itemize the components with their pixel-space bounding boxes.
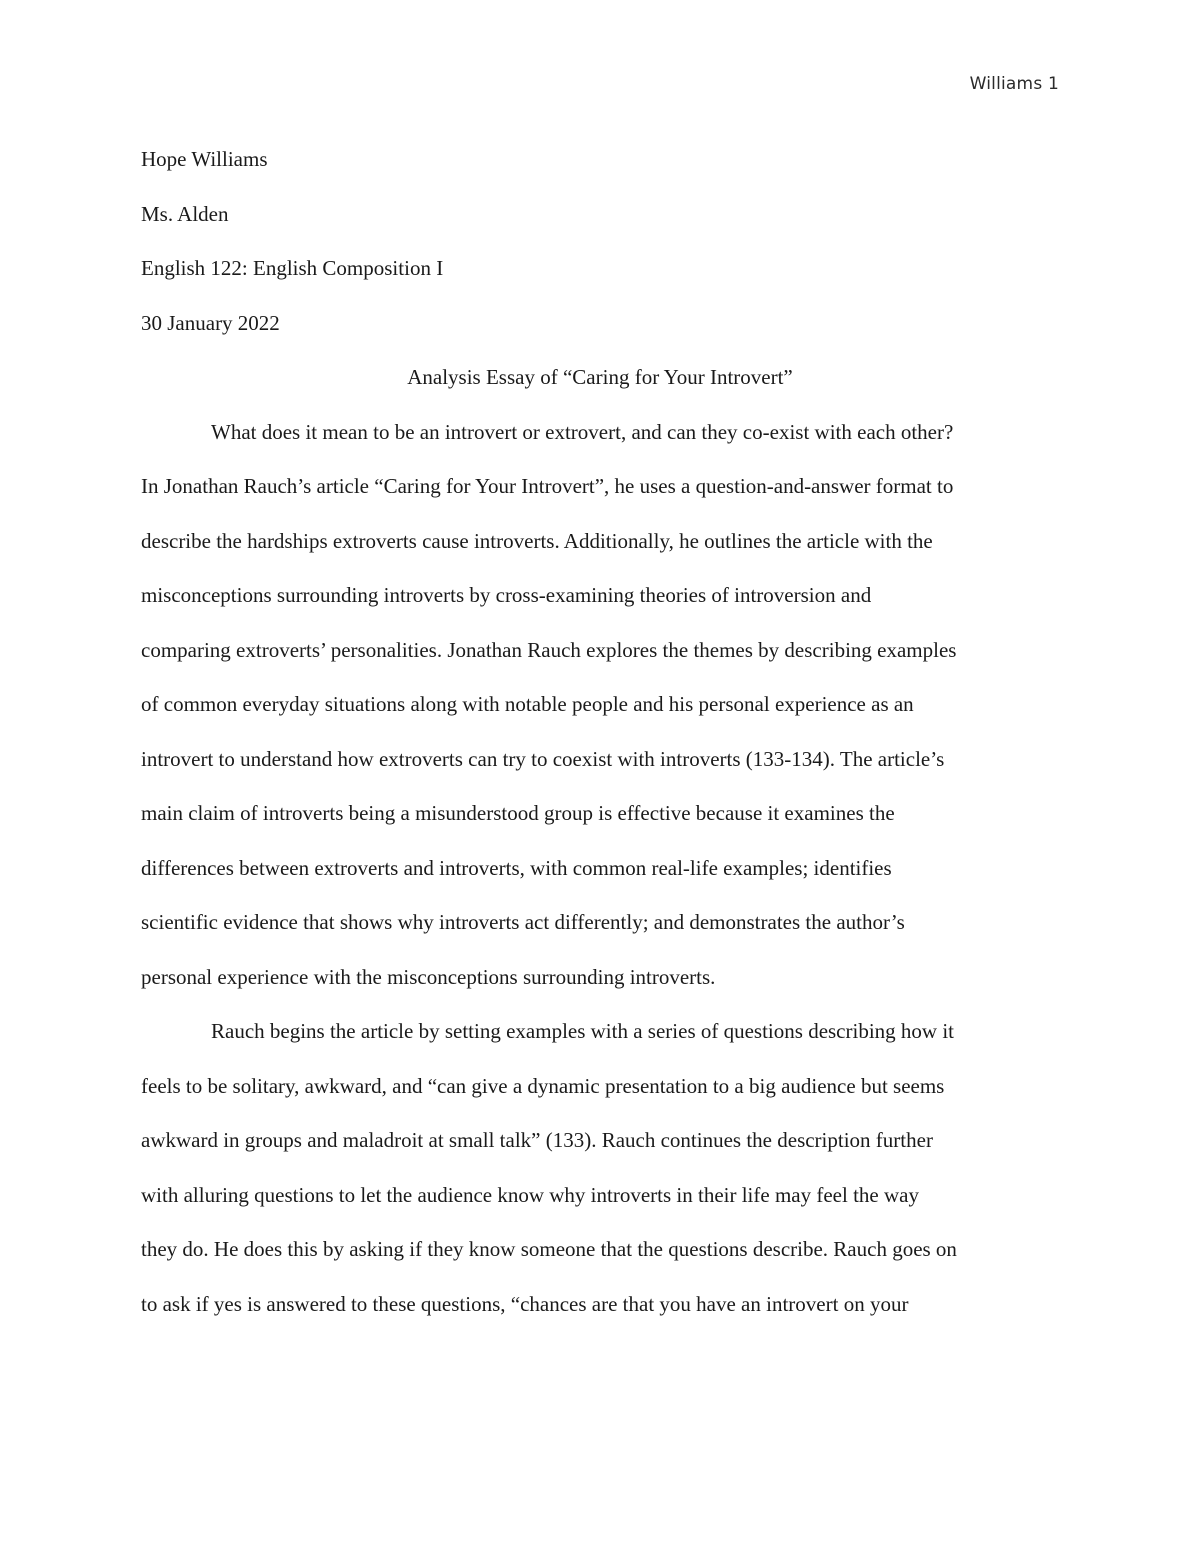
- student-name: Hope Williams: [141, 147, 268, 171]
- paragraph-line: awkward in groups and maladroit at small talk” (133). Rauch continues the description further: [141, 1128, 933, 1152]
- paragraph-line: to ask if yes is answered to these questions, “chances are that you have an introvert on your: [141, 1291, 909, 1316]
- paragraph-line: feels to be solitary, awkward, and “can give a dynamic presentation to a big audience but seems: [141, 1073, 945, 1098]
- paragraph-line: of common everyday situations along with notable people and his personal experience as an: [141, 692, 914, 716]
- course-name: English 122: English Composition I: [141, 256, 444, 280]
- running-head: Williams 1: [969, 74, 1059, 94]
- paragraph-line: they do. He does this by asking if they know someone that the questions describe. Rauch goes on: [141, 1237, 957, 1261]
- paragraph-line: comparing extroverts’ personalities. Jonathan Rauch explores the themes by describing examples: [141, 637, 957, 662]
- paragraph-line: What does it mean to be an introvert or extrovert, and can they co-exist with each other?: [211, 419, 954, 444]
- paragraph-2: [141, 1004, 1059, 1331]
- paragraph-line: Rauch begins the article by setting examples with a series of questions describing how it: [211, 1019, 954, 1043]
- essay-date: 30 January 2022: [141, 310, 280, 335]
- paragraph-line: differences between extroverts and introverts, with common real-life examples; identifies: [141, 855, 892, 880]
- paragraph-line: main claim of introverts being a misunderstood group is effective because it examines the: [141, 801, 895, 825]
- paragraph-line: misconceptions surrounding introverts by cross-examining theories of introversion and: [141, 583, 872, 607]
- paragraph-line: In Jonathan Rauch’s article “Caring for Your Introvert”, he uses a question-and-answer format to: [141, 474, 954, 498]
- paragraph-line: scientific evidence that shows why introverts act differently; and demonstrates the author’s: [141, 910, 905, 934]
- paragraph-line: introvert to understand how extroverts can try to coexist with introverts (133-134). The article’s: [141, 746, 945, 771]
- paragraph-1: [141, 405, 1059, 1005]
- paragraph-line: describe the hardships extroverts cause introverts. Additionally, he outlines the article with the: [141, 528, 933, 553]
- essay-body: [141, 132, 1059, 1331]
- paragraph-line: personal experience with the misconceptions surrounding introverts.: [141, 964, 716, 989]
- paragraph-line: with alluring questions to let the audience know why introverts in their life may feel the way: [141, 1182, 919, 1207]
- essay-title: Analysis Essay of “Caring for Your Introvert”: [407, 365, 793, 389]
- instructor-name: Ms. Alden: [141, 201, 229, 226]
